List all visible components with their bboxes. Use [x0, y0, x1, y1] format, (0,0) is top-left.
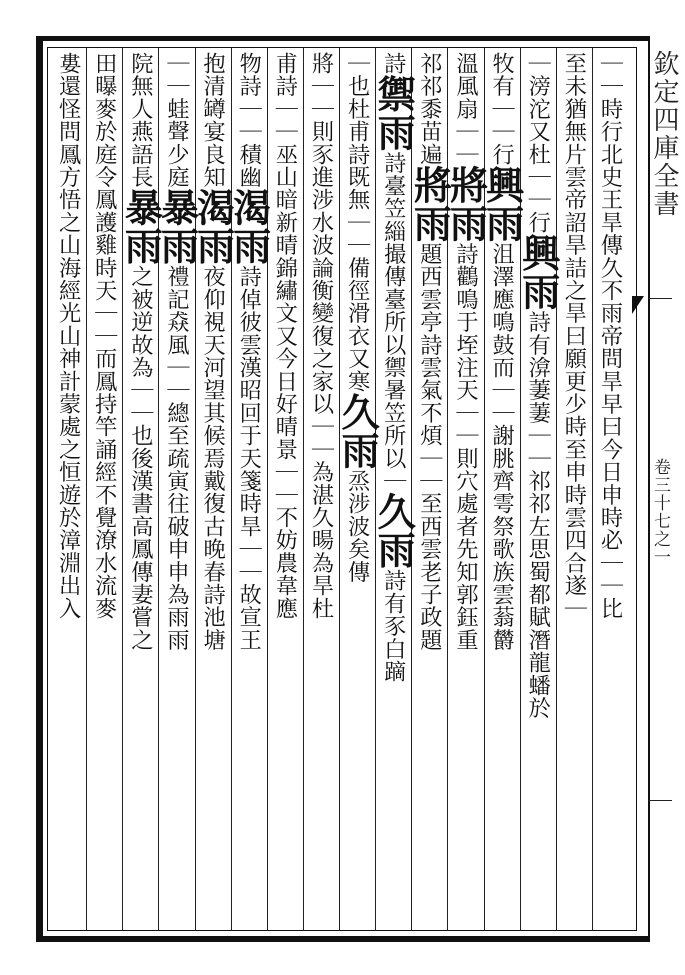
text-column — [53, 52, 83, 620]
text-run: 甫詩｜｜巫山暗新晴錦繡文又今日好晴景｜｜不妨農韋應 — [271, 52, 298, 620]
heading-term: 將雨 — [443, 165, 489, 243]
text-run: 抱清罇宴良知 — [199, 52, 226, 189]
text-column — [154, 52, 200, 652]
heading-term: 久雨 — [335, 392, 381, 470]
column-rule — [267, 48, 268, 930]
text-column — [226, 52, 272, 652]
text-run: 詩有豕白蹢 — [380, 569, 407, 683]
text-run: ｜｜蛙聲少庭 — [163, 52, 190, 189]
column-rule — [303, 48, 304, 930]
column-rule — [231, 48, 232, 930]
column-rule — [375, 48, 376, 930]
heading-term: 禦雨 — [371, 74, 417, 152]
text-run: 祁祁黍苗遍 — [416, 52, 443, 166]
text-run: 題西雲亭詩雲氣不煩｜｜至西雲老子政題 — [416, 242, 443, 652]
heading-term: 渴雨 — [226, 188, 272, 266]
text-column — [335, 52, 381, 583]
text-column — [407, 52, 453, 652]
text-run: ｜也杜甫詩既無｜｜備徑滑衣又寒 — [344, 52, 371, 393]
text-run: ｜滂沱又杜｜｜行 — [524, 52, 551, 234]
text-run: 物詩｜｜積幽 — [235, 52, 262, 189]
gutter-divider — [648, 800, 672, 801]
text-run: 婁還怪問鳳方悟之山海經光山神計蒙處之恒遊於漳淵出入 — [55, 52, 82, 620]
text-column — [515, 52, 561, 720]
text-run: 溫風扇｜｜ — [452, 52, 479, 166]
column-rule — [195, 48, 196, 930]
heading-term: 久雨 — [371, 492, 417, 570]
text-run: 夜仰視天河望其候焉戴復古晚春詩池塘 — [199, 265, 226, 652]
column-rule — [339, 48, 340, 930]
page-margin-gutter — [640, 40, 680, 930]
text-run: 將｜｜則豕進涉水波論衡變復之家以｜｜為湛久暘為旱杜 — [307, 52, 334, 620]
heading-term: 暴雨 — [118, 188, 164, 266]
text-run: 牧有｜｜行 — [488, 52, 515, 166]
text-run: 詩倬彼雲漢昭回于天箋時旱｜｜故宣王 — [235, 265, 262, 652]
gutter-divider — [648, 298, 672, 299]
text-run: 詩有渰萋萋｜｜祁祁左思蜀都賦潛龍蟠於 — [524, 310, 551, 720]
heading-term: 暴雨 — [154, 188, 200, 266]
text-column — [595, 52, 625, 620]
text-run: 詩鸛鳴于垤注天｜｜則穴處者先知郭鈺重 — [452, 242, 479, 652]
text-column — [559, 52, 589, 620]
column-rule — [592, 48, 593, 930]
heading-term: 興雨 — [479, 165, 525, 243]
column-rule — [122, 48, 123, 930]
heading-term: 渴雨 — [190, 188, 236, 266]
text-column — [306, 52, 336, 620]
text-run: 沮澤應鳴鼓而｜｜謝朓齊雩祭歌族雲蓊欝 — [488, 242, 515, 652]
text-run: 田曝麥於庭令鳳護雞時天｜｜而鳳持竿誦經不覺潦水流麥 — [91, 52, 118, 620]
text-column — [270, 52, 300, 620]
text-column — [118, 52, 164, 652]
heading-term: 將雨 — [407, 165, 453, 243]
text-column — [479, 52, 525, 652]
text-column — [89, 52, 119, 620]
text-column — [190, 52, 236, 652]
column-rule — [556, 48, 557, 930]
text-column — [443, 52, 489, 652]
column-rule — [86, 48, 87, 930]
text-run: ｜｜時行北史王旱傳久不雨帝問旱早曰今日申時必｜｜比 — [596, 52, 623, 620]
text-column — [371, 52, 417, 683]
book-title: 欽定四庫全書 — [649, 50, 679, 218]
juan-label: 卷三十七之一 — [650, 458, 670, 566]
heading-term: 興雨 — [515, 233, 561, 311]
column-rule — [158, 48, 159, 930]
text-run: 詩 — [380, 52, 407, 75]
text-run: 之被逆故為｜｜也後漢書高鳳傳妻嘗之 — [127, 265, 154, 652]
text-run: 院無人燕語長 — [127, 52, 154, 189]
text-run: 至未猶無片雲帝詔旱詰之旱曰願更少時至申時雲四合遂｜ — [560, 52, 587, 620]
text-run: 禮記猋風｜｜總至疏寅往破申申為雨雨 — [163, 265, 190, 652]
text-run: 詩臺笠緇撮傳臺所以禦暑笠所以｜ — [380, 151, 407, 493]
text-run: 烝涉波矣傳 — [344, 469, 371, 583]
